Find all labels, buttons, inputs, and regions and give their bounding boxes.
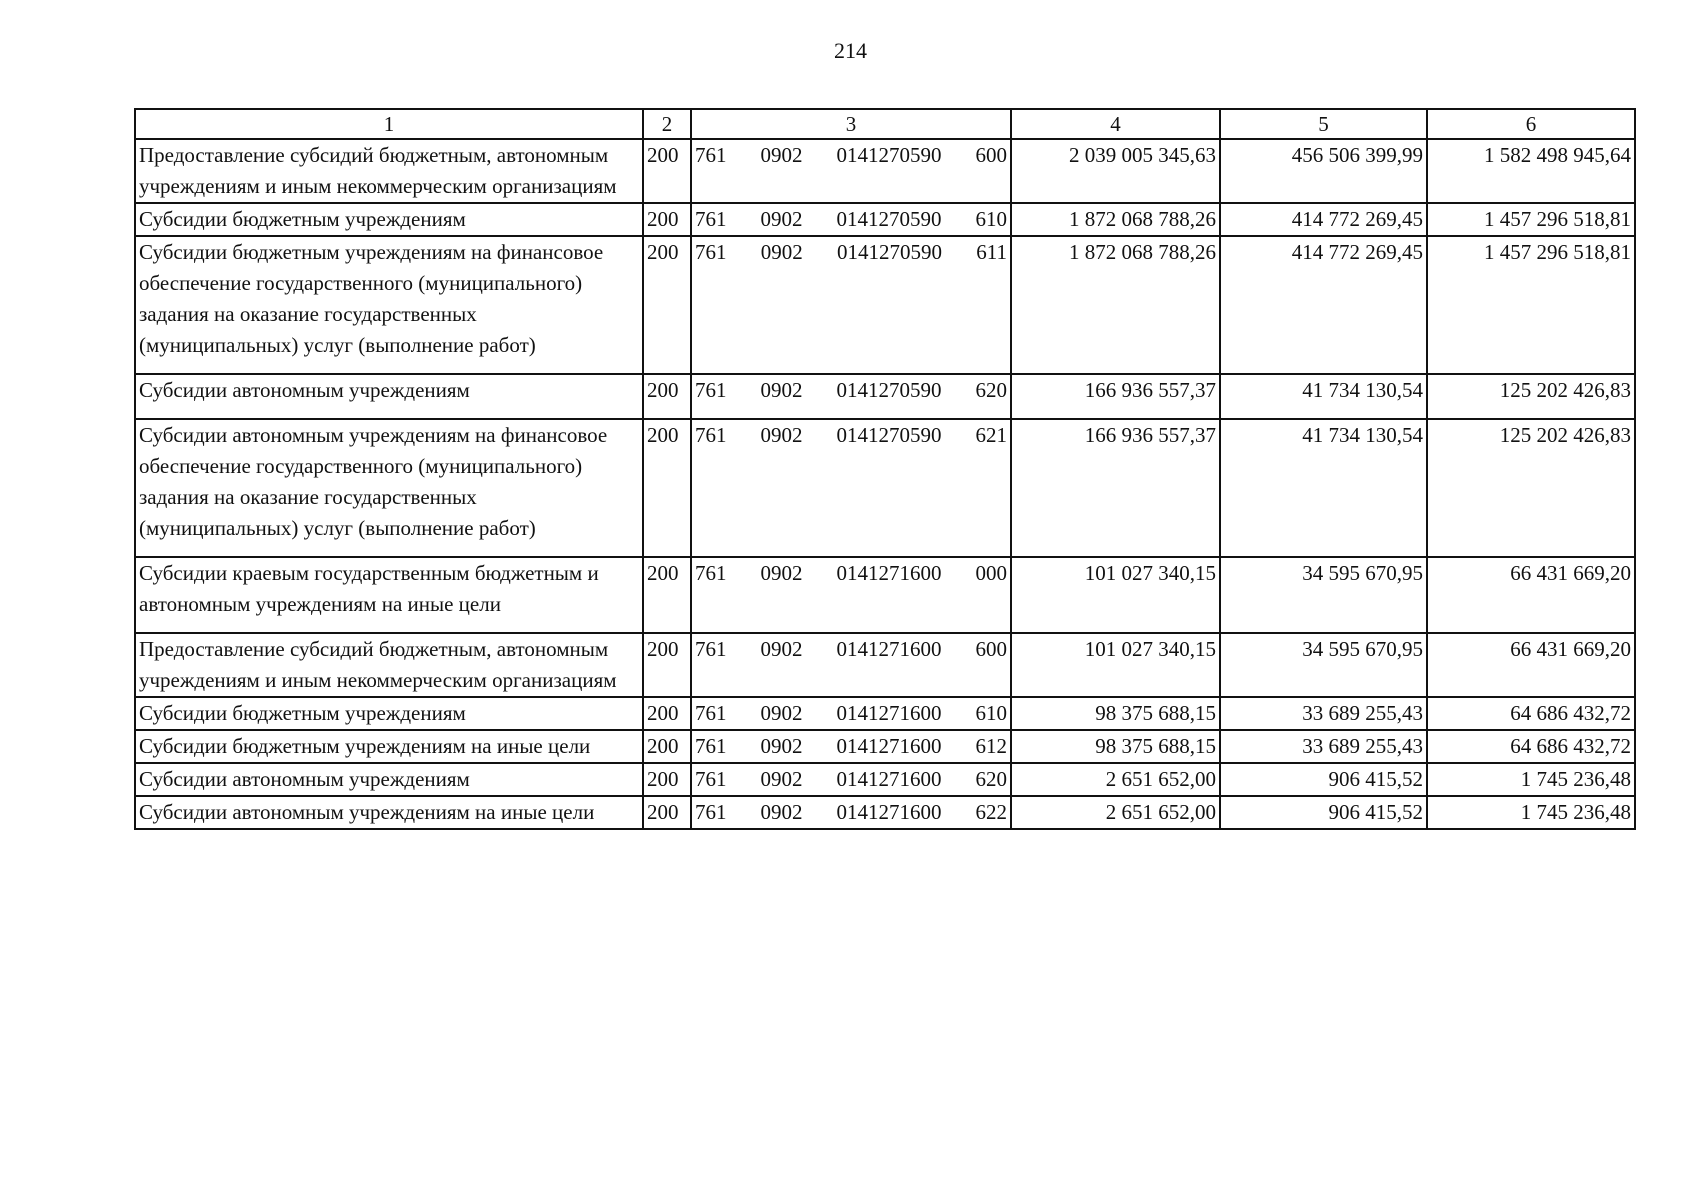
row-value-6: 66 431 669,20: [1427, 633, 1635, 697]
code-part-section: 0902: [760, 423, 803, 447]
header-col-1: 1: [135, 109, 643, 139]
code-part-ministry: 761: [695, 423, 727, 447]
code-part-ministry: 761: [695, 734, 727, 758]
code-part-ministry: 761: [695, 561, 727, 585]
row-value-4: 98 375 688,15: [1011, 697, 1220, 730]
code-part-ministry: 761: [695, 378, 727, 402]
row-col2: 200: [643, 763, 691, 796]
row-value-4: 2 651 652,00: [1011, 763, 1220, 796]
row-value-6: 1 457 296 518,81: [1427, 203, 1635, 236]
row-col2: 200: [643, 236, 691, 374]
row-value-6: 1 745 236,48: [1427, 763, 1635, 796]
row-code: [691, 697, 1011, 730]
table-row: [135, 557, 1635, 633]
row-code: [691, 203, 1011, 236]
table-row: [135, 374, 1635, 419]
row-value-6: 64 686 432,72: [1427, 697, 1635, 730]
row-value-5: 906 415,52: [1220, 763, 1427, 796]
code-part-type: 600: [975, 637, 1007, 661]
row-value-5: 456 506 399,99: [1220, 139, 1427, 203]
row-value-4: 98 375 688,15: [1011, 730, 1220, 763]
row-col2: 200: [643, 633, 691, 697]
page-number: 214: [834, 38, 867, 63]
row-value-5: 34 595 670,95: [1220, 557, 1427, 633]
row-code: [691, 139, 1011, 203]
code-part-section: 0902: [760, 701, 803, 725]
row-col2: 200: [643, 796, 691, 829]
table-row: [135, 730, 1635, 763]
code-part-ministry: 761: [695, 767, 727, 791]
row-code: [691, 236, 1011, 374]
code-part-target: 0141271600: [836, 767, 942, 791]
row-col2: 200: [643, 139, 691, 203]
budget-table: [134, 108, 1636, 830]
row-value-4: 2 651 652,00: [1011, 796, 1220, 829]
code-part-type: 621: [975, 423, 1007, 447]
row-description: Предоставление субсидий бюджетным, автономным учреждениям и иным некоммерческим организациям: [135, 633, 643, 697]
code-group: [695, 420, 1007, 451]
row-description: Субсидии автономным учреждениям на иные цели: [135, 796, 643, 829]
table-row: [135, 419, 1635, 557]
row-code: [691, 633, 1011, 697]
code-part-section: 0902: [760, 240, 803, 264]
code-part-target: 0141271600: [836, 800, 942, 824]
code-group: [695, 764, 1007, 795]
row-code: [691, 730, 1011, 763]
row-value-6: 66 431 669,20: [1427, 557, 1635, 633]
row-code: [691, 557, 1011, 633]
code-part-ministry: 761: [695, 637, 727, 661]
row-value-6: 1 582 498 945,64: [1427, 139, 1635, 203]
code-part-target: 0141271600: [836, 637, 942, 661]
code-part-type: 622: [975, 800, 1007, 824]
row-value-6: 125 202 426,83: [1427, 374, 1635, 419]
code-part-section: 0902: [760, 637, 803, 661]
row-value-5: 34 595 670,95: [1220, 633, 1427, 697]
code-part-section: 0902: [760, 767, 803, 791]
row-description: Субсидии краевым государственным бюджетным и автономным учреждениям на иные цели: [135, 557, 643, 633]
table-row: [135, 203, 1635, 236]
row-col2: 200: [643, 203, 691, 236]
row-code: [691, 763, 1011, 796]
row-value-6: 1 745 236,48: [1427, 796, 1635, 829]
row-value-6: 64 686 432,72: [1427, 730, 1635, 763]
code-part-type: 600: [975, 143, 1007, 167]
code-part-type: 610: [975, 207, 1007, 231]
row-col2: 200: [643, 374, 691, 419]
row-description: Субсидии бюджетным учреждениям: [135, 697, 643, 730]
code-part-type: 000: [975, 561, 1007, 585]
row-value-4: 166 936 557,37: [1011, 419, 1220, 557]
code-part-section: 0902: [760, 378, 803, 402]
code-part-type: 620: [975, 378, 1007, 402]
row-description: Субсидии автономным учреждениям: [135, 374, 643, 419]
row-col2: 200: [643, 419, 691, 557]
code-part-target: 0141271600: [836, 734, 942, 758]
code-part-ministry: 761: [695, 701, 727, 725]
row-description: Субсидии бюджетным учреждениям на финансовое обеспечение государственного (муниципального) задания на оказание государственных (муниципальных) услуг (выполнение работ): [135, 236, 643, 374]
row-code: [691, 419, 1011, 557]
row-value-5: 41 734 130,54: [1220, 419, 1427, 557]
row-description: Субсидии автономным учреждениям на финансовое обеспечение государственного (муниципального) задания на оказание государственных (муниципальных) услуг (выполнение работ): [135, 419, 643, 557]
header-col-5: 5: [1220, 109, 1427, 139]
table-header: [135, 109, 1635, 139]
header-col-3: 3: [691, 109, 1011, 139]
row-description: Субсидии бюджетным учреждениям: [135, 203, 643, 236]
code-part-type: 610: [975, 701, 1007, 725]
header-col-6: 6: [1427, 109, 1635, 139]
code-part-ministry: 761: [695, 143, 727, 167]
row-code: [691, 796, 1011, 829]
row-value-5: 33 689 255,43: [1220, 730, 1427, 763]
row-col2: 200: [643, 730, 691, 763]
row-description: Субсидии автономным учреждениям: [135, 763, 643, 796]
code-part-target: 0141271600: [836, 561, 942, 585]
code-part-target: 0141270590: [836, 143, 942, 167]
code-part-ministry: 761: [695, 207, 727, 231]
row-value-4: 166 936 557,37: [1011, 374, 1220, 419]
table-row: [135, 796, 1635, 829]
header-row: [135, 109, 1635, 139]
code-group: [695, 204, 1007, 235]
code-part-target: 0141271600: [836, 701, 942, 725]
code-part-target: 0141270590: [837, 240, 942, 264]
table-body: [135, 139, 1635, 829]
row-value-5: 414 772 269,45: [1220, 203, 1427, 236]
code-part-section: 0902: [760, 734, 803, 758]
code-part-target: 0141270590: [836, 378, 942, 402]
row-value-5: 33 689 255,43: [1220, 697, 1427, 730]
row-code: [691, 374, 1011, 419]
code-group: [695, 140, 1007, 171]
row-value-6: 1 457 296 518,81: [1427, 236, 1635, 374]
row-value-4: 101 027 340,15: [1011, 557, 1220, 633]
row-col2: 200: [643, 697, 691, 730]
row-value-4: 101 027 340,15: [1011, 633, 1220, 697]
code-group: [695, 558, 1007, 589]
code-group: [695, 634, 1007, 665]
code-part-section: 0902: [760, 207, 803, 231]
code-part-type: 612: [975, 734, 1007, 758]
row-col2: 200: [643, 557, 691, 633]
row-description: Предоставление субсидий бюджетным, автономным учреждениям и иным некоммерческим организациям: [135, 139, 643, 203]
row-value-4: 1 872 068 788,26: [1011, 236, 1220, 374]
row-value-5: 906 415,52: [1220, 796, 1427, 829]
code-part-section: 0902: [760, 143, 803, 167]
code-group: [695, 698, 1007, 729]
table-row: [135, 697, 1635, 730]
row-value-4: 1 872 068 788,26: [1011, 203, 1220, 236]
code-part-target: 0141270590: [836, 207, 942, 231]
table-row: [135, 633, 1635, 697]
header-col-4: 4: [1011, 109, 1220, 139]
code-part-section: 0902: [760, 800, 803, 824]
code-group: [695, 375, 1007, 406]
code-group: [695, 731, 1007, 762]
code-part-ministry: 761: [695, 800, 727, 824]
row-value-6: 125 202 426,83: [1427, 419, 1635, 557]
code-part-target: 0141270590: [836, 423, 942, 447]
row-value-4: 2 039 005 345,63: [1011, 139, 1220, 203]
row-value-5: 414 772 269,45: [1220, 236, 1427, 374]
code-part-type: 611: [976, 240, 1007, 264]
table-row: [135, 139, 1635, 203]
code-part-section: 0902: [760, 561, 803, 585]
code-group: [695, 797, 1007, 828]
code-part-type: 620: [975, 767, 1007, 791]
row-value-5: 41 734 130,54: [1220, 374, 1427, 419]
header-col-2: 2: [643, 109, 691, 139]
table-row: [135, 763, 1635, 796]
table-row: [135, 236, 1635, 374]
row-description: Субсидии бюджетным учреждениям на иные цели: [135, 730, 643, 763]
code-part-ministry: 761: [695, 240, 727, 264]
code-group: [695, 237, 1007, 268]
